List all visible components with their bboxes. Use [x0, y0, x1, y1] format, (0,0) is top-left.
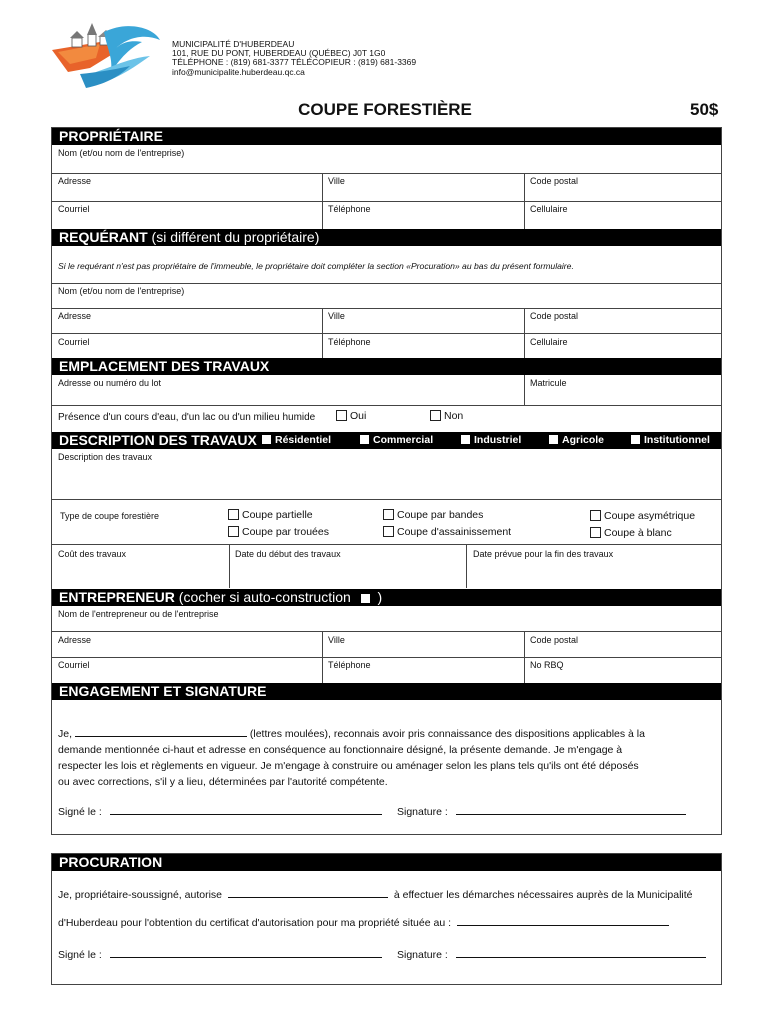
- proprietaire-telephone-field[interactable]: Téléphone: [328, 204, 371, 214]
- procuration-form: [51, 853, 722, 985]
- entrepreneur-adresse-field[interactable]: Adresse: [58, 635, 92, 645]
- date-fin-field[interactable]: Date prévue pour la fin des travaux: [473, 549, 614, 559]
- type-coupe-label: Type de coupe forestière: [60, 511, 160, 521]
- section-entrepreneur-heading: ENTREPRENEUR (cocher si auto-construction ): [52, 589, 721, 606]
- non-checkbox-box[interactable]: [430, 410, 441, 421]
- procuration-signature-field[interactable]: [456, 948, 706, 958]
- coupe-assainissement-checkbox[interactable]: Coupe d'assainissement: [383, 526, 511, 538]
- section-proprietaire-heading: PROPRIÉTAIRE: [52, 128, 721, 145]
- entrepreneur-rbq-field[interactable]: No RBQ: [530, 660, 564, 670]
- procuration-adresse-field[interactable]: [457, 916, 669, 926]
- emplacement-adresse-field[interactable]: Adresse ou numéro du lot: [58, 378, 162, 388]
- coupe-asymetrique-checkbox[interactable]: Coupe asymétrique: [590, 510, 695, 522]
- municipality-logo: [50, 22, 162, 92]
- municipality-phones: TÉLÉPHONE : (819) 681-3377 TÉLÉCOPIEUR : (819) 681-3369: [172, 57, 417, 68]
- procuration-line1: Je, propriétaire-soussigné, autorise à effectuer les démarches nécessaires auprès de la Municipalité: [58, 889, 693, 901]
- section-emplacement-heading: EMPLACEMENT DES TRAVAUX: [52, 358, 721, 375]
- engagement-date-field[interactable]: [110, 805, 382, 815]
- entrepreneur-ville-field[interactable]: Ville: [328, 635, 345, 645]
- proprietaire-code-postal-field[interactable]: Code postal: [530, 176, 579, 186]
- section-engagement-heading: ENGAGEMENT ET SIGNATURE: [52, 683, 721, 700]
- proprietaire-courriel-field[interactable]: Courriel: [58, 204, 90, 214]
- category-institutionnel[interactable]: Institutionnel: [631, 432, 710, 449]
- procuration-line2: d'Huberdeau pour l'obtention du certificat d'autorisation pour ma propriété située au :: [58, 916, 669, 929]
- municipality-email: info@municipalite.huberdeau.qc.ca: [172, 66, 305, 77]
- oui-checkbox-box[interactable]: [336, 410, 347, 421]
- section-requerant-heading: REQUÉRANT (si différent du propriétaire): [52, 229, 721, 246]
- procuration-date-field[interactable]: [110, 948, 382, 958]
- engagement-signature-label: Signature :: [397, 805, 686, 818]
- engagement-name-field[interactable]: [75, 727, 247, 737]
- proprietaire-ville-field[interactable]: Ville: [328, 176, 345, 186]
- procuration-signe-le-label: Signé le :: [58, 948, 382, 961]
- engagement-text: Je, (lettres moulées), reconnais avoir pris connaissance des dispositions applicables à la demande mentionnée ci-haut et adresse en conséquence au fonctionnaire désigné, la présente demande. Je m'engage à respecter les lois et règlements en vigueur. Je m'engage à construire ou aménager selon les plans tels qu'ils ont été déposés ou avec corrections, s'il y a lieu, déterminées par l'autorité compétente.: [58, 728, 645, 788]
- section-description-heading: DESCRIPTION DES TRAVAUX Résidentiel Commercial Industriel Agricole Institutionnel: [52, 432, 721, 449]
- auto-construction-checkbox[interactable]: [361, 594, 370, 603]
- coupe-trouees-checkbox[interactable]: Coupe par trouées: [228, 526, 329, 538]
- requerant-ville-field[interactable]: Ville: [328, 311, 345, 321]
- form-price: 50$: [690, 100, 719, 119]
- municipality-info: [172, 40, 416, 77]
- proprietaire-cellulaire-field[interactable]: Cellulaire: [530, 204, 568, 214]
- cout-travaux-field[interactable]: Coût des travaux: [58, 549, 127, 559]
- description-travaux-field[interactable]: Description des travaux: [58, 452, 153, 462]
- emplacement-cours-eau-label: Présence d'un cours d'eau, d'un lac ou d'un milieu humide: [58, 412, 316, 423]
- coupe-partielle-checkbox[interactable]: Coupe partielle: [228, 509, 313, 521]
- coupe-blanc-checkbox[interactable]: Coupe à blanc: [590, 527, 672, 539]
- form-title: COUPE FORESTIÈRE: [298, 100, 472, 119]
- main-form: [51, 127, 722, 835]
- entrepreneur-nom-field[interactable]: Nom de l'entrepreneur ou de l'entreprise: [58, 609, 219, 619]
- municipality-name: MUNICIPALITÉ D'HUBERDEAU: [172, 39, 295, 49]
- category-agricole[interactable]: Agricole: [549, 432, 604, 449]
- date-debut-field[interactable]: Date du début des travaux: [235, 549, 341, 559]
- section-procuration-heading: PROCURATION: [52, 854, 721, 871]
- requerant-nom-field[interactable]: Nom (et/ou nom de l'entreprise): [58, 286, 185, 296]
- engagement-signe-le-label: Signé le :: [58, 805, 382, 818]
- procuration-mandataire-field[interactable]: [228, 888, 388, 898]
- requerant-courriel-field[interactable]: Courriel: [58, 337, 90, 347]
- entrepreneur-telephone-field[interactable]: Téléphone: [328, 660, 371, 670]
- municipality-address: 101, RUE DU PONT, HUBERDEAU (QUÉBEC) J0T 1G0: [172, 48, 386, 59]
- proprietaire-adresse-field[interactable]: Adresse: [58, 176, 92, 186]
- requerant-cellulaire-field[interactable]: Cellulaire: [530, 337, 568, 347]
- entrepreneur-code-postal-field[interactable]: Code postal: [530, 635, 579, 645]
- proprietaire-nom-field[interactable]: Nom (et/ou nom de l'entreprise): [58, 148, 185, 158]
- requerant-code-postal-field[interactable]: Code postal: [530, 311, 579, 321]
- category-commercial[interactable]: Commercial: [360, 432, 433, 449]
- entrepreneur-courriel-field[interactable]: Courriel: [58, 660, 90, 670]
- category-residentiel[interactable]: Résidentiel: [262, 432, 331, 449]
- category-industriel[interactable]: Industriel: [461, 432, 521, 449]
- cours-eau-non-checkbox[interactable]: Non: [430, 410, 463, 422]
- requerant-adresse-field[interactable]: Adresse: [58, 311, 92, 321]
- cours-eau-oui-checkbox[interactable]: Oui: [336, 410, 366, 422]
- coupe-bandes-checkbox[interactable]: Coupe par bandes: [383, 509, 483, 521]
- emplacement-matricule-field[interactable]: Matricule: [530, 378, 567, 388]
- requerant-telephone-field[interactable]: Téléphone: [328, 337, 371, 347]
- procuration-signature-label: Signature :: [397, 948, 706, 961]
- requerant-notice: Si le requérant n'est pas propriétaire de l'immeuble, le propriétaire doit compléter la section «Procuration» au bas du présent formulaire.: [58, 261, 574, 271]
- engagement-signature-field[interactable]: [456, 805, 686, 815]
